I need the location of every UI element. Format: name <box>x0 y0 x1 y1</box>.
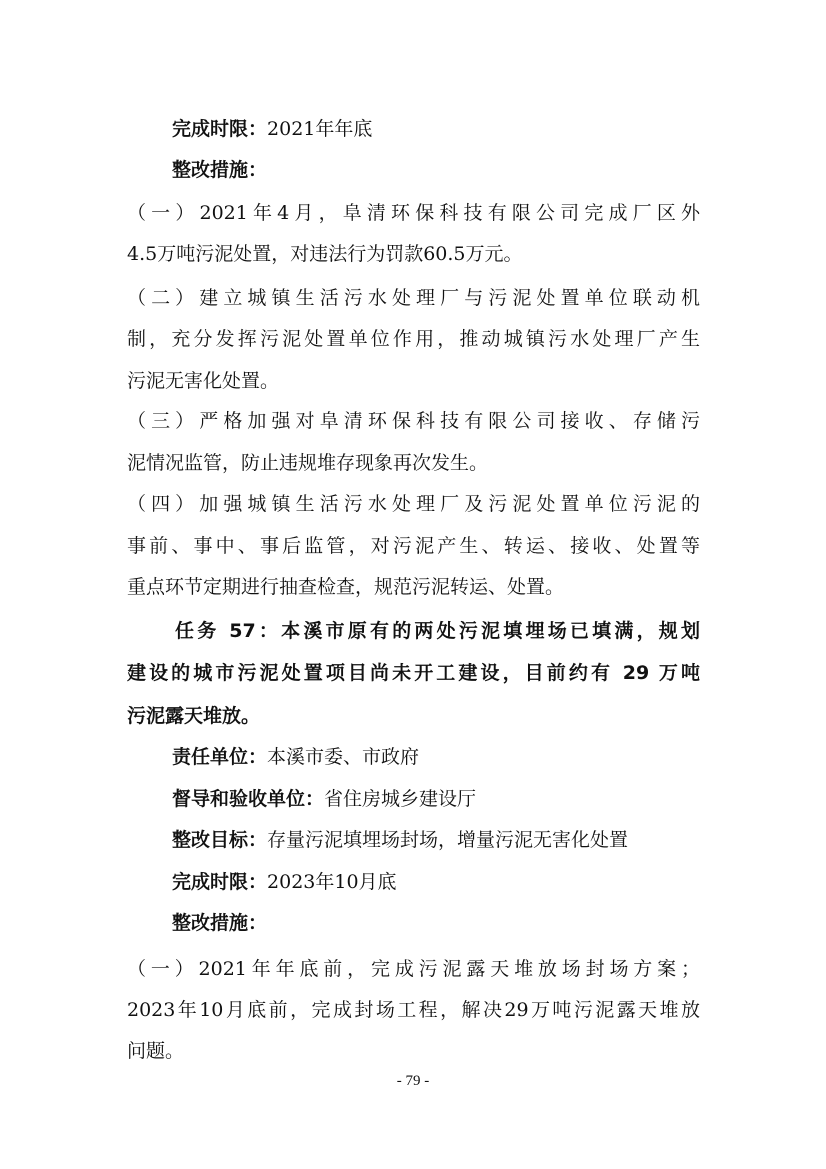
deadline-label: 完成时限： <box>172 871 268 893</box>
responsible-unit-label: 责任单位： <box>172 746 268 768</box>
deadline-value: 2021年年底 <box>267 118 373 140</box>
measure-2-line-1: （二）建立城镇生活污水处理厂与污泥处置单位联动机 <box>127 287 700 309</box>
rectification-goal-line <box>172 826 628 854</box>
measures-heading-1 <box>172 156 267 184</box>
rectification-goal-value: 存量污泥填埋场封场，增量污泥无害化处置 <box>267 829 629 851</box>
measure-3-line-2: 泥情况监管，防止违规堆存现象再次发生。 <box>127 452 489 474</box>
measure-4-line-1: （四）加强城镇生活污水处理厂及污泥处置单位污泥的 <box>127 493 700 515</box>
supervision-unit-line <box>172 785 476 813</box>
responsible-unit-line <box>172 743 419 771</box>
page-number: - 79 - <box>396 1073 430 1089</box>
measure-3-line-1: （三）严格加强对阜清环保科技有限公司接收、存储污 <box>127 410 700 432</box>
measures-label: 整改措施： <box>172 159 268 181</box>
task-57-line-1: 任务 57：本溪市原有的两处污泥填埋场已填满，规划 <box>175 620 700 642</box>
measure-1-line-1: （一）2021年4月，阜清环保科技有限公司完成厂区外 <box>127 202 700 224</box>
deadline-label: 完成时限： <box>172 118 268 140</box>
measure-4-line-2: 事前、事中、事后监管，对污泥产生、转运、接收、处置等 <box>127 535 700 557</box>
responsible-unit-value: 本溪市委、市政府 <box>267 746 420 768</box>
task-57-line-3: 污泥露天堆放。 <box>127 705 261 727</box>
measures-heading-2 <box>172 909 267 937</box>
measure-2-line-2: 制，充分发挥污泥处置单位作用，推动城镇污水处理厂产生 <box>127 328 700 350</box>
measure-1-line-2: 4.5万吨污泥处置，对违法行为罚款60.5万元。 <box>127 243 523 265</box>
task-57-line-2: 建设的城市污泥处置项目尚未开工建设，目前约有 29 万吨 <box>127 662 700 684</box>
rectification-goal-label: 整改目标： <box>172 829 268 851</box>
new-measure-1-line-2: 2023年10月底前，完成封场工程，解决29万吨污泥露天堆放 <box>127 999 700 1021</box>
new-measure-1-line-3: 问题。 <box>127 1040 185 1062</box>
measure-2-line-3: 污泥无害化处置。 <box>127 370 280 392</box>
deadline-line-1 <box>172 115 372 143</box>
supervision-unit-label: 督导和验收单位： <box>172 788 325 810</box>
supervision-unit-value: 省住房城乡建设厅 <box>324 788 477 810</box>
measures-label: 整改措施： <box>172 912 268 934</box>
new-measure-1-line-1: （一）2021年年底前，完成污泥露天堆放场封场方案； <box>127 958 700 980</box>
measure-4-line-3: 重点环节定期进行抽查检查，规范污泥转运、处置。 <box>127 576 565 598</box>
deadline-line-2 <box>172 868 397 896</box>
deadline-value: 2023年10月底 <box>267 871 397 893</box>
